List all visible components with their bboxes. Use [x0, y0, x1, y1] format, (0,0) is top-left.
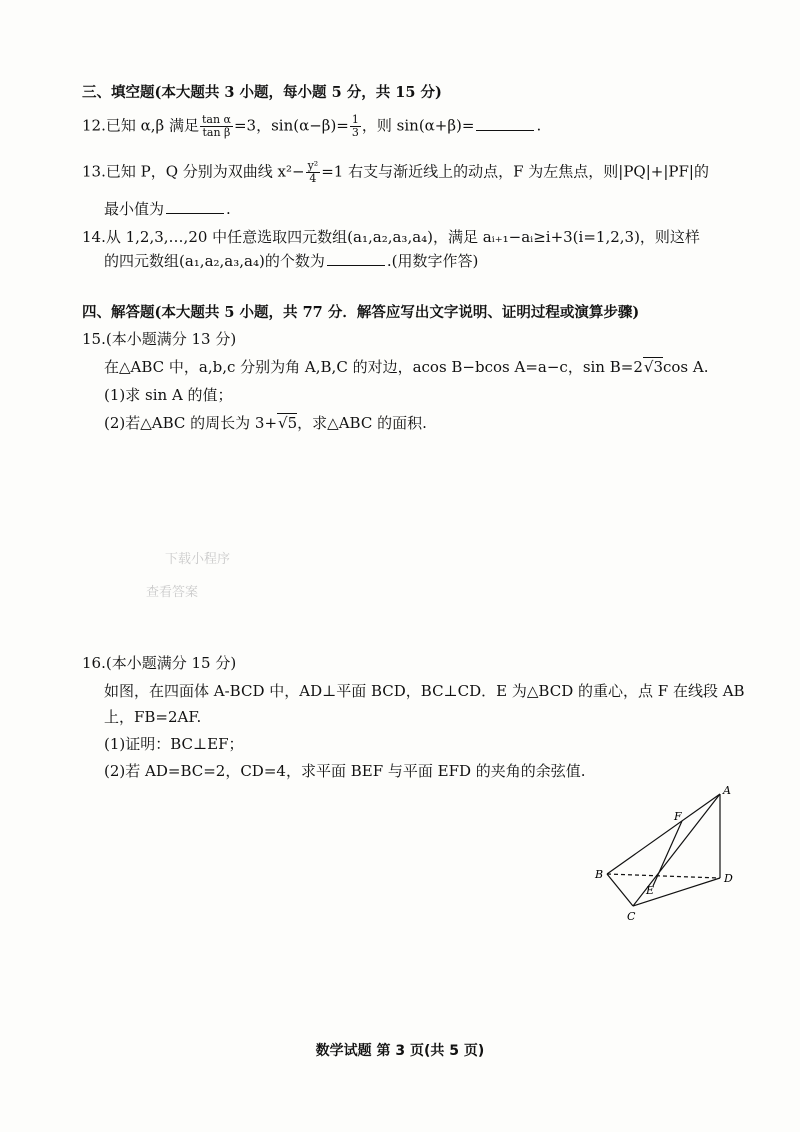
q15-part2	[104, 412, 427, 434]
q14-line2-pre: 的四元数组(a₁,a₂,a₃,a₄)的个数为	[104, 252, 325, 270]
edge-BC	[607, 874, 633, 906]
q13-frac-num: y²	[307, 159, 319, 172]
q16-part1: (1)证明：BC⊥EF；	[104, 735, 244, 753]
q13-answer-blank	[166, 199, 224, 214]
section3-header: 三、填空题(本大题共 3 小题，每小题 5 分，共 15 分)	[82, 84, 442, 101]
q12-frac-num: tan α	[201, 113, 231, 126]
page-footer: 数学试题 第 3 页(共 5 页)	[315, 1043, 485, 1059]
q15-part2-pre: (2)若△ABC 的周长为 3+	[104, 414, 278, 432]
q14-answer-blank	[327, 251, 385, 266]
q12-end: .	[536, 116, 542, 135]
q12-frac2-den: 3	[351, 126, 359, 139]
q16-title: 16.(本小题满分 15 分)	[82, 654, 237, 672]
q15-stem-post: cos A.	[662, 358, 709, 376]
q12-answer-blank	[476, 116, 534, 131]
q15-part2-post: ，求△ABC 的面积.	[297, 414, 427, 432]
q13-frac-den: 4	[309, 172, 317, 185]
label-F: F	[674, 810, 682, 823]
question-13	[82, 160, 709, 185]
faint-text-1: 下载小程序	[165, 552, 231, 567]
q12-fraction	[200, 114, 233, 139]
question-12	[82, 114, 541, 139]
q16-line2: 上，FB=2AF.	[104, 708, 202, 726]
q15-part2-sqrt-value: 5	[287, 414, 298, 432]
section4-header: 四、解答题(本大题共 5 小题，共 77 分．解答应写出文字说明、证明过程或演算步骤)	[82, 304, 640, 321]
q15-part2-sqrt: √5	[278, 414, 298, 432]
label-E: E	[646, 884, 655, 897]
question-14-line2	[104, 250, 478, 272]
tetrahedron-figure	[585, 782, 745, 922]
q13-fraction	[306, 160, 321, 185]
q13-end: .	[226, 200, 231, 218]
q13-line2: 最小值为	[104, 200, 165, 218]
label-D: D	[724, 872, 733, 885]
q15-title: 15.(本小题满分 13 分)	[82, 330, 237, 348]
q15-sqrt-value: 3	[653, 358, 663, 376]
q13-post: =1 右支与渐近线上的动点，F 为左焦点，则|PQ|+|PF|的	[321, 162, 709, 181]
q13-pre: 13.已知 P，Q 分别为双曲线 x²−	[82, 162, 305, 181]
q12-fraction2	[350, 114, 361, 139]
label-C: C	[627, 910, 636, 922]
q12-pre: 12.已知 α,β 满足	[82, 116, 199, 135]
question-14-line1: 14.从 1,2,3,…,20 中任意选取四元数组(a₁,a₂,a₃,a₄)，满足 aᵢ₊₁−aᵢ≥i+3(i=1,2,3)，则这样	[82, 228, 700, 246]
q14-line2-post: .(用数字作答)	[386, 252, 479, 270]
q12-mid: =3，sin(α−β)=	[233, 116, 349, 135]
edge-BD-hidden	[607, 874, 720, 878]
question-13-line2	[104, 198, 231, 220]
q15-part1: (1)求 sin A 的值；	[104, 386, 233, 404]
label-A: A	[723, 784, 731, 797]
q15-sqrt: √3	[643, 358, 663, 376]
q15-stem	[104, 356, 708, 378]
faint-text-2: 查看答案	[146, 585, 199, 600]
q12-frac-den: tan β	[202, 126, 231, 139]
q12-frac2-num: 1	[351, 113, 359, 126]
q15-stem-pre: 在△ABC 中，a,b,c 分别为角 A,B,C 的对边，acos B−bcos A=a−c，sin B=2	[104, 358, 643, 376]
q16-line1: 如图，在四面体 A-BCD 中，AD⊥平面 BCD，BC⊥CD．E 为△BCD 的重心，点 F 在线段 AB	[104, 682, 745, 700]
label-B: B	[595, 868, 604, 881]
q12-post: ，则 sin(α+β)=	[361, 116, 475, 135]
q16-part2: (2)若 AD=BC=2，CD=4，求平面 BEF 与平面 EFD 的夹角的余弦值.	[104, 762, 586, 780]
